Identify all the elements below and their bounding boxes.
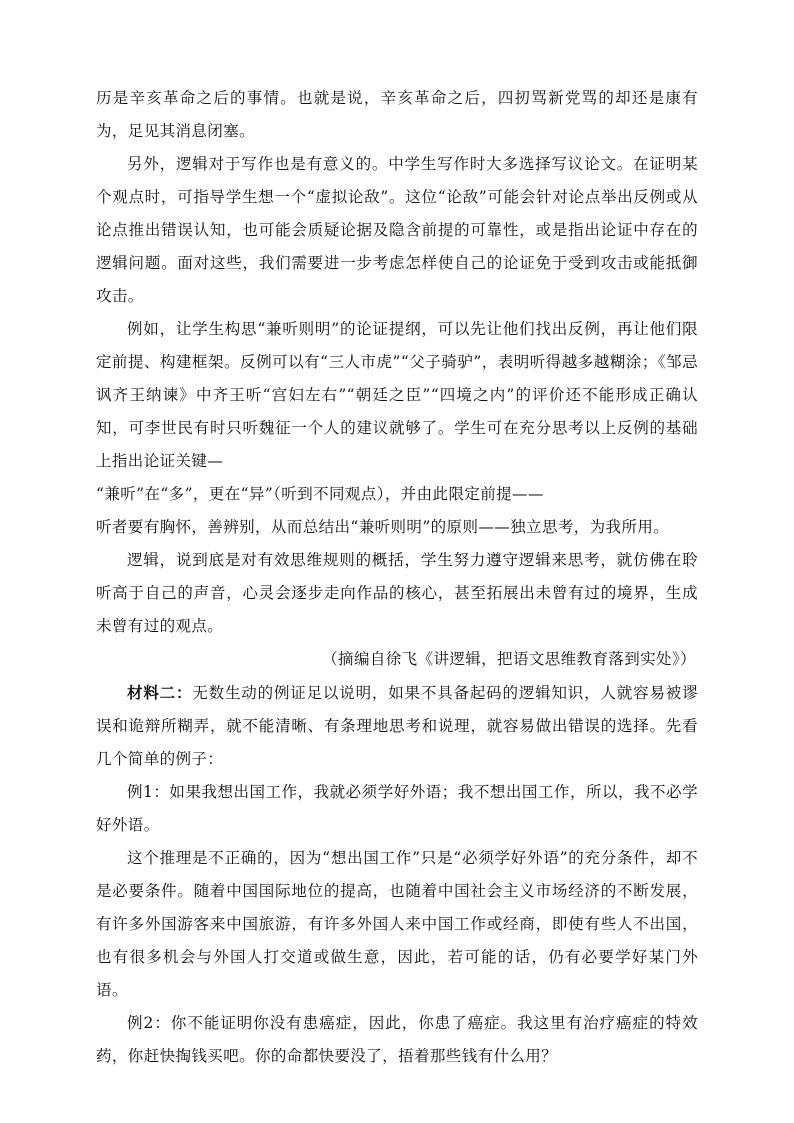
example-two: 例2：你不能证明你没有患癌症，因此，你患了癌症。我这里有治疗癌症的特效药，你赶快掏钱买吧。你的命都快要没了，捂着那些钱有什么用？ bbox=[96, 1014, 698, 1065]
paragraph-writing-logic: 另外，逻辑对于写作也是有意义的。中学生写作时大多选择写议论文。在证明某个观点时，可指导学生想一个“虚拟论敌”。这位“论敌”可能会针对论点举出反例或从论点推出错误认知，也可能会质疑论据及隐含前提的可靠性，或是指出论证中存在的逻辑问题。面对这些，我们需要进一步考虑怎样使自己的论证免于受到攻击或能抵御攻击。 bbox=[96, 155, 698, 305]
source-citation: （摘编自徐飞《讲逻辑，把语文思维教育落到实处》） bbox=[322, 650, 696, 668]
paragraph-continuation: 历是辛亥革命之后的事情。也就是说，辛亥革命之后，四扨骂新党骂的却还是康有为，足见其消息闭塞。 bbox=[96, 89, 698, 140]
example-one: 例1：如果我想出国工作，我就必须学好外语；我不想出国工作，所以，我不必学好外语。 bbox=[96, 783, 698, 834]
paragraph-example-intro: 例如，让学生构思“兼听则明”的论证提纲，可以先让他们找出反例，再让他们限定前提、构建框架。反例可以有“三人市虎”“父子骑驴”，表明听得越多越糊涂；《邹忌讽齐王纳谏》中齐王听“宫妇左右”“朝廷之臣”“四境之内”的评价还不能形成正确认知，可李世民有时只听魏征一个人的建议就够了。学生可在充分思考以上反例的基础上指出论证关键— bbox=[96, 320, 698, 470]
material-two-text: 无数生动的例证足以说明，如果不具备起码的逻辑知识，人就容易被谬误和诡辩所糊弄，就不能清晰、有条理地思考和说理，就容易做出错误的选择。先看几个简单的例子： bbox=[96, 684, 698, 768]
paragraph-example-key: “兼听”在“多”，更在“异”（听到不同观点），并由此限定前提—— bbox=[96, 485, 544, 503]
example-one-explanation: 这个推理是不正确的，因为“想出国工作”只是“必须学好外语”的充分条件，却不是必要条件。随着中国国际地位的提高，也随着中国社会主义市场经济的不断发展，有许多外国游客来中国旅游，有许多外国人来中国工作或经商，即使有些人不出国，也有很多机会与外国人打交道或做生意，因此，若可能的话，仍有必要学好某门外语。 bbox=[96, 849, 698, 999]
material-two-label: 材料二： bbox=[127, 683, 193, 702]
paragraph-logic-summary: 逻辑，说到底是对有效思维规则的概括，学生努力遵守逻辑来思考，就仿佛在聆听高于自己的声音，心灵会逐步走向作品的核心，甚至拓展出未曾有过的境界，生成未曾有过的观点。 bbox=[96, 551, 698, 635]
paragraph-example-conclusion: 听者要有胸怀，善辨别，从而总结出“兼听则明”的原则——独立思考，为我所用。 bbox=[96, 518, 670, 536]
material-two-paragraph bbox=[96, 676, 698, 776]
